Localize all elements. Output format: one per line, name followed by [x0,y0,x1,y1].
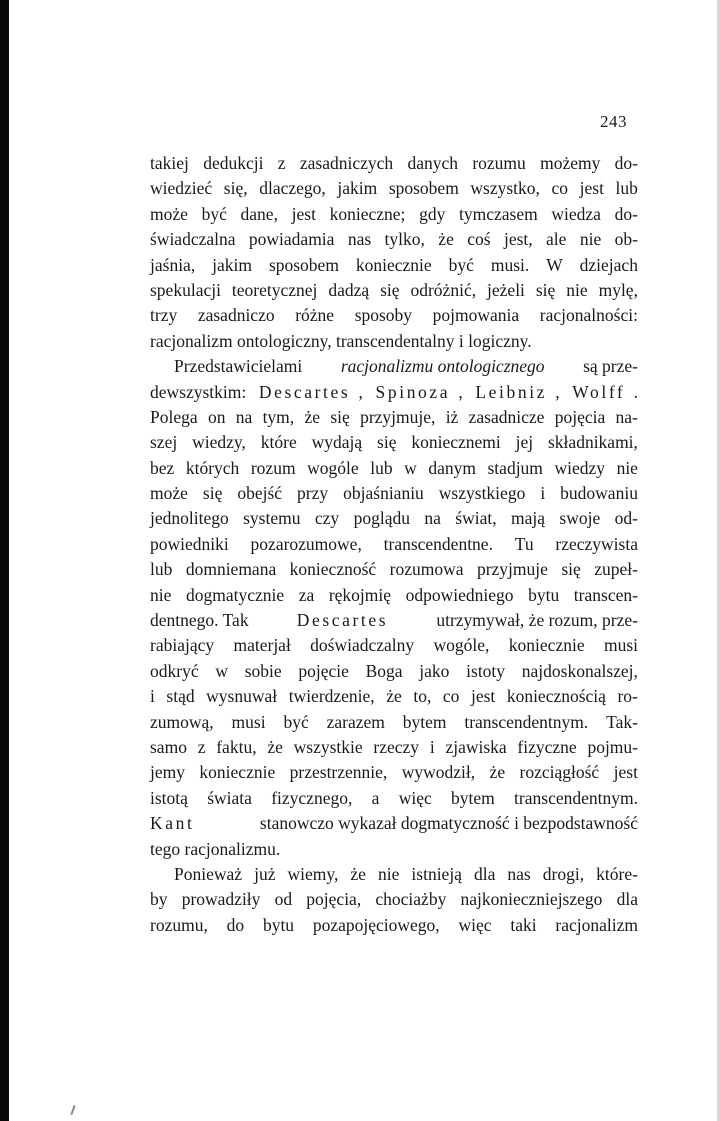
text-line [150,557,638,582]
word: jest [470,686,496,707]
word: transcen- [573,584,638,605]
word: przy [297,483,329,504]
word: świata [207,787,252,808]
word: Polega [150,406,198,427]
word: sposobem [388,178,459,199]
word: zasadniczo [197,305,275,326]
word: się [535,279,556,300]
word: istotą [150,787,188,808]
word: koniecznie [199,762,276,783]
word: lub [615,178,638,199]
word: trzy [150,305,178,326]
word: gdy [419,203,446,224]
word: w [404,457,417,478]
word: różne [295,305,335,326]
word: twierdzenie, [288,686,375,707]
word: sobie [244,660,282,681]
word: dedukcji [203,153,264,173]
word: fizycznego, [271,787,353,808]
word: Ponieważ [174,863,243,884]
word: systemu [243,508,301,529]
word: iż [445,406,459,427]
word: powiadamia [248,229,335,250]
word: przyjmuje [476,559,548,580]
word: stadjum [487,457,543,478]
word: do- [614,153,638,173]
word: że [350,863,366,884]
word: najdoskonalszej, [521,660,638,681]
word: pojęcia [554,406,606,427]
word: jest [579,178,604,199]
word: rękojmię [328,584,392,605]
word: wszystko, [470,178,540,199]
word: jej [515,432,534,453]
word: budowaniu [560,483,638,504]
text-line [150,354,638,379]
word: że [304,406,321,427]
word: z [197,736,206,757]
text-line [150,786,638,811]
word: rozumowa [389,559,464,580]
word: może [150,483,188,504]
word: do [226,914,245,935]
word: pojęcie [298,660,349,681]
word: się [330,406,350,427]
word: wydają [311,432,363,453]
word: więc [458,914,492,935]
word: ro- [617,686,638,707]
text-line [150,887,638,912]
text-line [150,532,638,557]
text-line [150,811,638,836]
word: dlaczego, [259,178,326,199]
word: wszystkie [293,736,363,757]
text-segment: Przedstawicielami [174,356,307,377]
word: nie [579,229,602,250]
word: wywodził, [401,762,476,783]
word: dla [473,863,496,884]
word: koniecznemi [411,432,501,453]
word: przyjmuje, [360,406,436,427]
word: zumową, [150,711,214,732]
word: rozum [250,457,296,478]
word: taki [510,914,537,935]
word: doświadczalny [310,635,415,656]
word: być [201,203,227,224]
word: coś [467,229,491,250]
word: dla [616,889,638,910]
word: pozapojęciowego, [312,914,440,935]
word: jemy [150,762,185,783]
word: mylę, [598,279,638,300]
word: zjawiska [445,736,507,757]
word: fizyczne [517,736,577,757]
word: od [274,889,293,910]
word: pojmu- [587,736,638,757]
word: ale [546,229,567,250]
word: na- [615,406,638,427]
word: pojmowania [432,305,520,326]
word: prowadziły [181,889,261,910]
word: do- [614,203,638,224]
body-text [150,151,638,938]
word: zasadniczych [299,153,394,173]
text-segment: stanowczo wykazał dogmatyczność i bezpodstawność [255,813,638,834]
word: bez [150,457,175,478]
word: nie [150,584,172,605]
word: i [429,736,435,757]
word: rozumu, [150,914,208,935]
text-segment: dewszystkim: [150,381,251,402]
spaced-name: Wolff [572,381,626,402]
spaced-name: Kant [150,813,195,834]
word: bytem [402,711,447,732]
word: rzeczy [373,736,420,757]
word: pojęcia, [306,889,362,910]
word: W [546,254,563,275]
text-line [150,303,638,328]
word: które- [596,863,638,884]
word: wiedzy [554,457,606,478]
word: istnieją [411,863,462,884]
word: jest, [503,229,533,250]
spaced-name: Descartes [296,610,389,631]
word: że [438,229,454,250]
scan-speck [70,1105,75,1115]
word: wysnuwał [206,686,278,707]
word: jako [419,660,450,681]
word: jakim [212,254,252,275]
word: lub [370,457,393,478]
text-line [150,430,638,455]
word: bytu [528,584,560,605]
text-line [150,633,638,658]
text-segment: dentnego. Tak [150,610,253,631]
word: się [377,432,397,453]
word: na [424,508,441,529]
word: się [561,559,581,580]
word: się [202,483,223,504]
word: jest [291,203,316,224]
word: teoretycznej [231,279,318,300]
word: samo [150,736,187,757]
word: odróżnić, [410,279,477,300]
word: czy [314,508,340,529]
text-segment: utrzymywał, że rozum, prze- [431,610,638,631]
word: chociażby [375,889,447,910]
word: dziejach [579,254,638,275]
italic-term: racjonalizmu ontologicznego [340,356,545,377]
word: zupeł- [594,559,638,580]
text-segment: , [555,381,565,402]
text-line [150,710,638,735]
word: takiej [150,153,189,173]
word: bytem [451,787,495,808]
word: rozciągłość [519,762,600,783]
text-segment: racjonalizm ontologiczny, transcendentalny i logiczny. [150,330,532,351]
word: nas [347,229,372,250]
text-line [150,837,638,862]
word: przestrzennie, [289,762,388,783]
text-segment: są prze- [578,356,638,377]
word: musi [231,711,266,732]
word: rozumu [472,153,526,173]
word: się [380,279,400,300]
word: powiedniki [150,533,229,554]
word: dogmatycznie [185,584,285,605]
text-line [150,202,638,227]
word: zarazem [326,711,385,732]
word: a [371,787,380,808]
word: może [150,203,188,224]
word: on [207,406,226,427]
word: faktu, [216,736,257,757]
word: na [235,406,253,427]
word: koniecznością [506,686,606,707]
word: stąd [166,686,195,707]
word: domniemana [185,559,277,580]
text-line [150,405,638,430]
word: wiedzieć [150,178,213,199]
word: danych [407,153,458,173]
word: Boga [365,660,403,681]
word: ob- [614,229,638,250]
word: najkonieczniejszego [460,889,603,910]
text-line [150,456,638,481]
word: się, [223,178,248,199]
text-line [150,760,638,785]
word: obejść [237,483,283,504]
word: więc [398,787,432,808]
word: nie [566,279,588,300]
word: transcendentnym. [514,787,638,808]
word: od- [614,508,638,529]
text-segment: , [358,381,368,402]
scan-binding-edge [0,0,9,1121]
word: że [386,686,402,707]
text-line [150,278,638,303]
text-segment: tego racjonalizmu. [150,838,281,859]
word: musi. [490,254,530,275]
word: materjał [233,635,291,656]
word: szej [150,432,178,453]
word: co [551,178,569,199]
word: by [150,889,168,910]
word: świadczalna [150,229,236,250]
word: już [254,863,276,884]
word: wiedzy, [192,432,246,453]
word: których [185,457,240,478]
word: tym, [262,406,295,427]
word: co [442,686,460,707]
word: to, [413,686,432,707]
word: możemy [540,153,601,173]
word: koniecznie [355,254,432,275]
word: rzeczywista [555,533,638,554]
text-line [150,913,638,938]
text-line [150,481,638,506]
word: w [215,660,228,681]
word: drogi, [542,863,585,884]
word: Tak- [606,711,638,732]
spaced-name: Descartes [258,381,351,402]
word: wiedza [551,203,601,224]
word: odpowiedniego [405,584,514,605]
word: świat, [455,508,497,529]
text-line [150,380,638,405]
word: jednolitego [150,508,229,529]
word: być [448,254,474,275]
text-line [150,151,638,176]
text-line [150,735,638,760]
word: poglądu [353,508,410,529]
word: racjonalności: [539,305,638,326]
word: sposobem [268,254,339,275]
text-line [150,227,638,252]
spaced-name: Leibniz [475,381,548,402]
word: konieczność [289,559,377,580]
word: że [267,736,283,757]
word: transcendentne. [383,533,493,554]
text-line [150,176,638,201]
word: objaśnianiu [343,483,424,504]
word: bytu [262,914,295,935]
word: swoje [559,508,601,529]
text-line [150,253,638,278]
spaced-name: Spinoza [375,381,451,402]
text-line [150,608,638,633]
word: dadzą [328,279,370,300]
word: odkryć [150,660,199,681]
word: wogóle, [433,635,490,656]
word: że [489,762,506,783]
word: nas [507,863,531,884]
word: nie [616,457,638,478]
text-segment: , [458,381,468,402]
text-line [150,684,638,709]
text-segment: . [633,381,638,402]
word: sposoby [354,305,413,326]
word: wogóle [307,457,359,478]
word: wiemy, [287,863,339,884]
word: i [540,483,546,504]
word: rabiający [150,635,215,656]
word: które [260,432,297,453]
text-line [150,506,638,531]
word: jeżeli [487,279,525,300]
word: jaśnia, [150,254,196,275]
word: musi [603,635,638,656]
word: konieczne; [329,203,406,224]
word: pozarozumowe, [250,533,362,554]
word: jakim [337,178,378,199]
word: być [283,711,309,732]
word: tymczasem [459,203,538,224]
word: składnikami, [548,432,638,453]
word: transcendentnym. [464,711,589,732]
word: Tu [514,533,534,554]
word: dane, [240,203,278,224]
word: spekulacji [150,279,221,300]
word: z [277,153,286,173]
word: danym [428,457,476,478]
word: racjonalizm [555,914,638,935]
text-line [150,659,638,684]
word: istoty [466,660,506,681]
word: nie [377,863,400,884]
word: zasadnicze [468,406,545,427]
word: tylko, [384,229,425,250]
word: i [150,686,155,707]
text-line [150,329,638,354]
word: mają [511,508,546,529]
text-line [150,583,638,608]
word: jest [613,762,638,783]
word: za [298,584,315,605]
text-line [150,862,638,887]
word: lub [150,559,173,580]
word: wszystkiego [438,483,526,504]
page-number: 243 [600,112,627,131]
word: koniecznie [508,635,585,656]
